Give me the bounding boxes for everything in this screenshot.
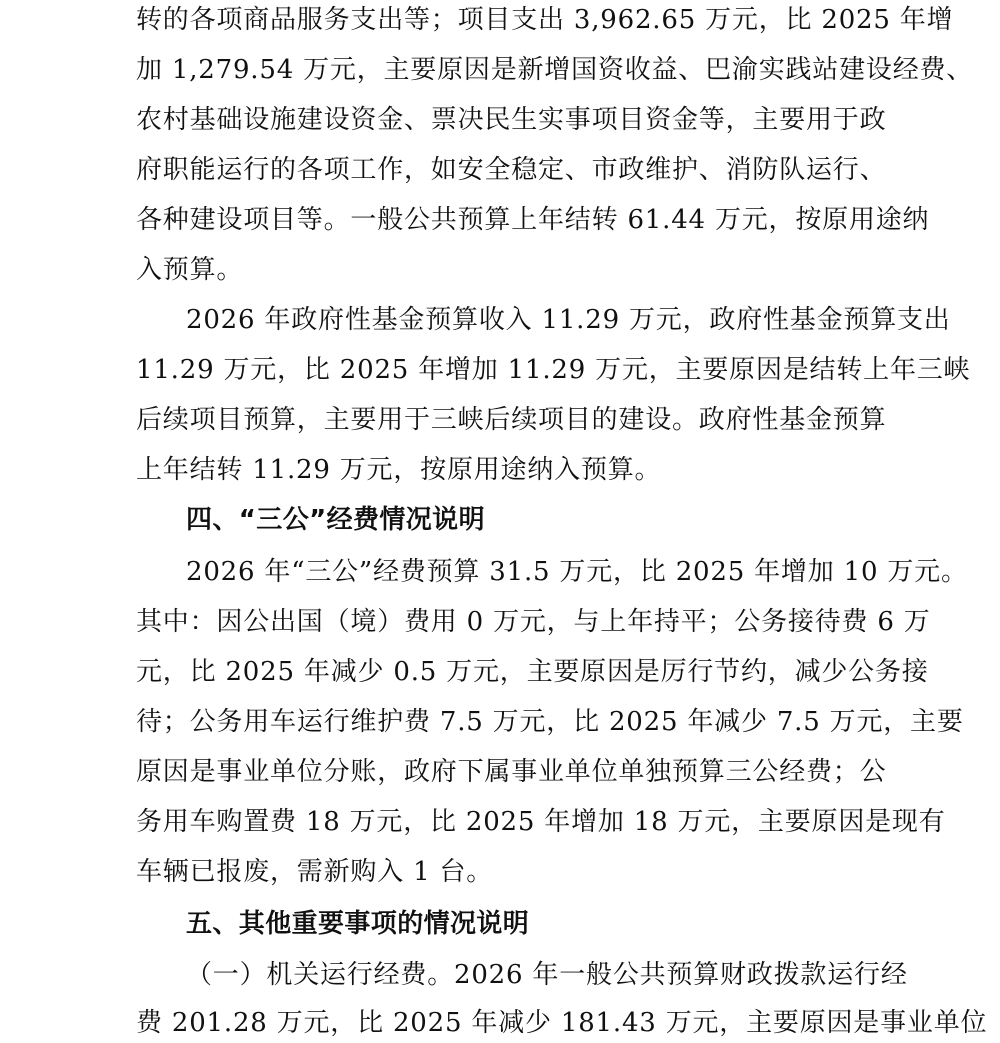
paragraph-first-line: （一）机关运行经费。2026 年一般公共预算财政拨款运行经 [186, 960, 908, 990]
paragraph-line: 务用车购置费 18 万元，比 2025 年增加 18 万元，主要原因是现有 [136, 807, 946, 837]
paragraph-line: 转的各项商品服务支出等；项目支出 3,962.65 万元，比 2025 年增 [136, 5, 954, 35]
paragraph-line: 加 1,279.54 万元，主要原因是新增国资收益、巴渝实践站建设经费、 [136, 55, 974, 85]
paragraph-line: 各种建设项目等。一般公共预算上年结转 61.44 万元，按原用途纳 [136, 205, 930, 235]
paragraph-line: 其中：因公出国（境）费用 0 万元，与上年持平；公务接待费 6 万 [136, 607, 931, 637]
paragraph-line: 11.29 万元，比 2025 年增加 11.29 万元，主要原因是结转上年三峡 [136, 355, 971, 385]
section-heading: 四、“三公”经费情况说明 [186, 505, 485, 535]
paragraph-line: 元，比 2025 年减少 0.5 万元，主要原因是厉行节约，减少公务接 [136, 657, 929, 687]
paragraph-line: 后续项目预算，主要用于三峡后续项目的建设。政府性基金预算 [136, 405, 887, 435]
paragraph-first-line: 2026 年政府性基金预算收入 11.29 万元，政府性基金预算支出 [186, 305, 951, 335]
paragraph-line: 原因是事业单位分账，政府下属事业单位单独预算三公经费；公 [136, 757, 887, 787]
section-heading: 五、其他重要事项的情况说明 [186, 909, 530, 939]
paragraph-line: 车辆已报废，需新购入 1 台。 [136, 857, 494, 887]
paragraph-line: 农村基础设施建设资金、票决民生实事项目资金等，主要用于政 [136, 105, 887, 135]
paragraph-line: 府职能运行的各项工作，如安全稳定、市政维护、消防队运行、 [136, 155, 887, 185]
paragraph-line: 待；公务用车运行维护费 7.5 万元，比 2025 年减少 7.5 万元，主要 [136, 707, 964, 737]
paragraph-line: 费 201.28 万元，比 2025 年减少 181.43 万元，主要原因是事业单位 [136, 1008, 988, 1038]
paragraph-first-line: 2026 年“三公”经费预算 31.5 万元，比 2025 年增加 10 万元。 [186, 557, 968, 587]
paragraph-line: 入预算。 [136, 255, 244, 285]
paragraph-line: 上年结转 11.29 万元，按原用途纳入预算。 [136, 455, 662, 485]
